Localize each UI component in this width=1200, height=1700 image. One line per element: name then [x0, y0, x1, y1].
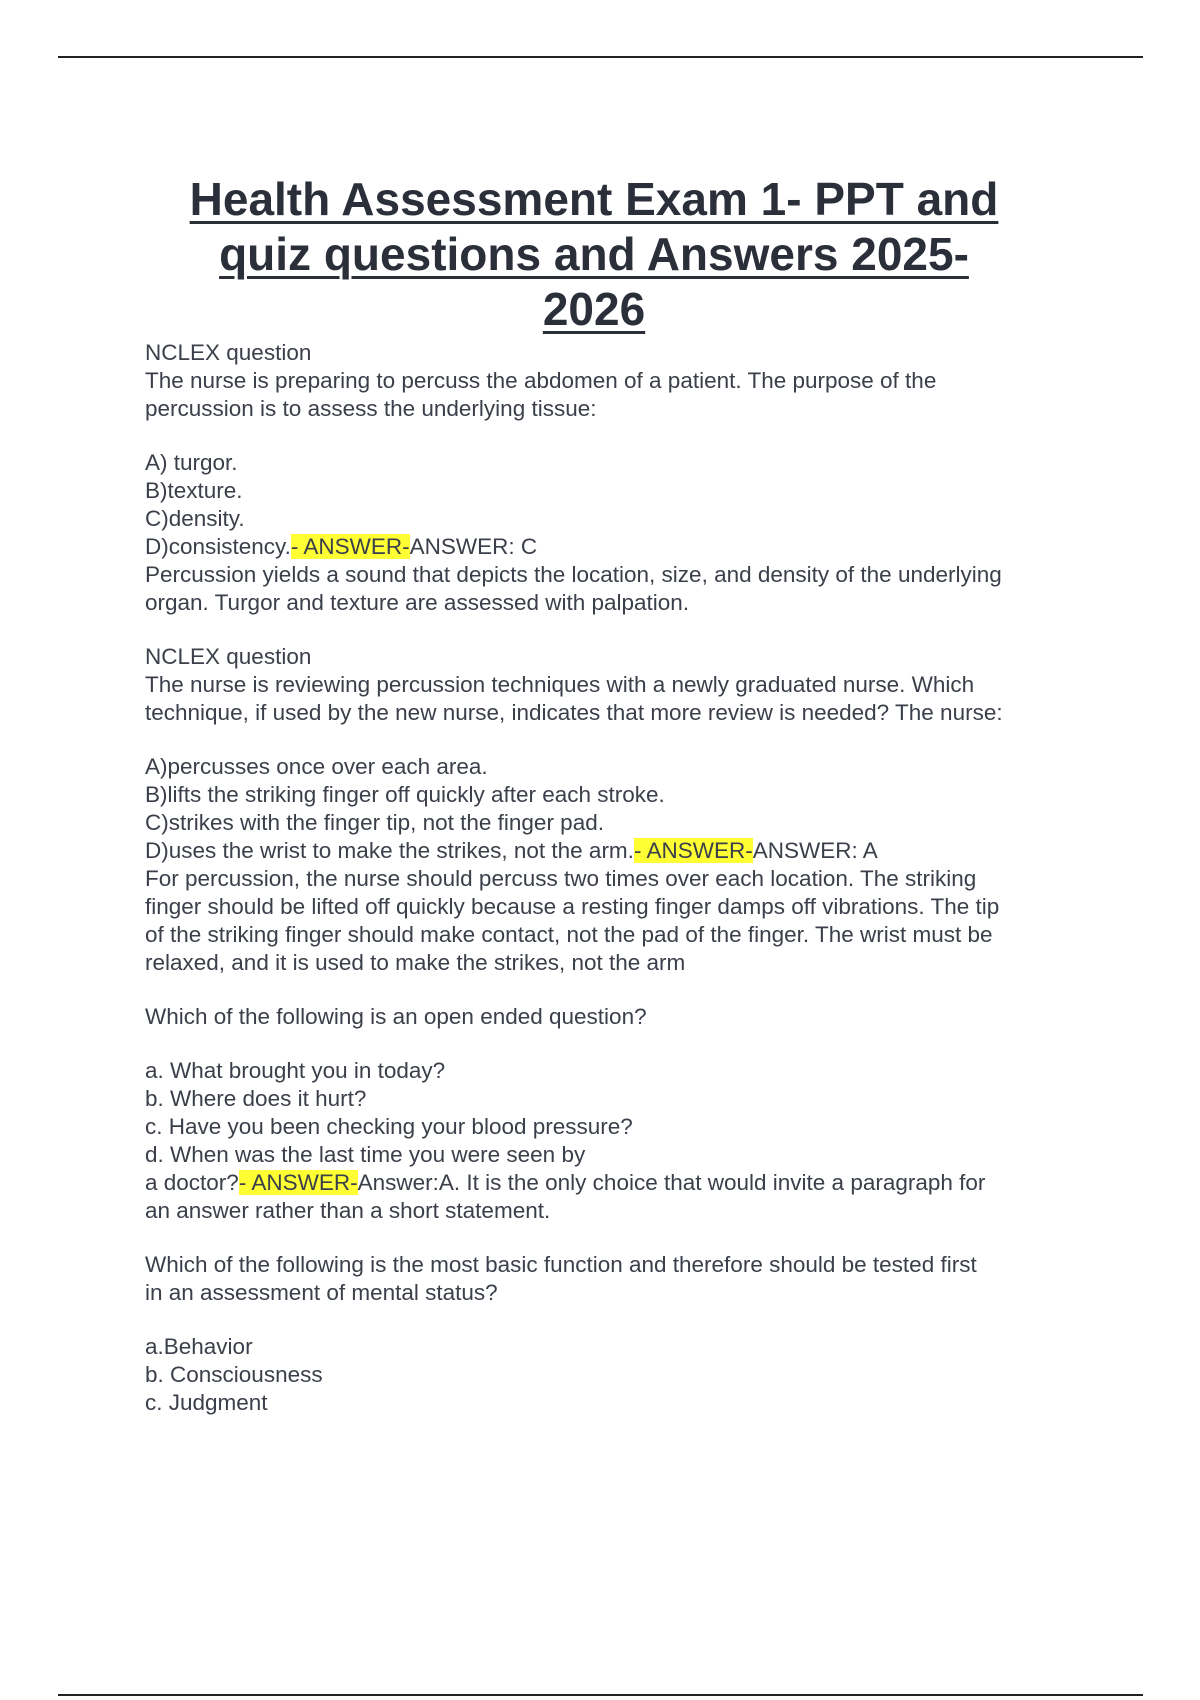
option: B)lifts the striking finger off quickly after each stroke. — [145, 782, 665, 807]
question-stem: technique, if used by the new nurse, indicates that more review is needed? The nurse: — [145, 700, 1003, 725]
option: D)uses the wrist to make the strikes, not the arm. — [145, 838, 634, 863]
question-block — [145, 643, 1085, 977]
answer-marker-highlight: - ANSWER- — [238, 1170, 358, 1195]
question-label: NCLEX question — [145, 340, 312, 365]
question-stem: Which of the following is the most basic function and therefore should be tested first — [145, 1252, 977, 1277]
option: A)percusses once over each area. — [145, 754, 488, 779]
answer-text: Answer:A. It is the only choice that would invite a paragraph for — [357, 1170, 986, 1195]
question-stem: Which of the following is an open ended question? — [145, 1004, 647, 1029]
option: A) turgor. — [145, 450, 238, 475]
option: c. Have you been checking your blood pressure? — [145, 1114, 633, 1139]
explanation: organ. Turgor and texture are assessed with palpation. — [145, 590, 690, 615]
option: C)strikes with the finger tip, not the finger pad. — [145, 810, 604, 835]
explanation: For percussion, the nurse should percuss two times over each location. The striking — [145, 866, 977, 891]
question-label: NCLEX question — [145, 644, 312, 669]
title-line: quiz questions and Answers 2025- — [219, 228, 969, 280]
bottom-rule — [58, 1694, 1143, 1696]
answer-text: ANSWER: A — [752, 838, 878, 863]
explanation: of the striking finger should make contact, not the pad of the finger. The wrist must be — [145, 922, 993, 947]
explanation: an answer rather than a short statement. — [145, 1198, 551, 1223]
document-body — [145, 339, 1085, 1417]
answer-marker-highlight: - ANSWER- — [290, 534, 410, 559]
title-line: Health Assessment Exam 1- PPT and — [189, 173, 999, 225]
option: a. What brought you in today? — [145, 1058, 446, 1083]
option: b. Where does it hurt? — [145, 1086, 367, 1111]
option: a.Behavior — [145, 1334, 253, 1359]
question-block — [145, 1251, 1085, 1417]
question-stem: The nurse is preparing to percuss the abdomen of a patient. The purpose of the — [145, 368, 937, 393]
title-line: 2026 — [542, 283, 646, 335]
option: a doctor? — [145, 1170, 239, 1195]
option: C)density. — [145, 506, 245, 531]
question-stem: in an assessment of mental status? — [145, 1280, 498, 1305]
answer-line — [145, 533, 1085, 561]
option: B)texture. — [145, 478, 243, 503]
option: D)consistency. — [145, 534, 291, 559]
question-stem: The nurse is reviewing percussion techniques with a newly graduated nurse. Which — [145, 672, 975, 697]
explanation: Percussion yields a sound that depicts the location, size, and density of the underlying — [145, 562, 1002, 587]
question-block — [145, 1003, 1085, 1225]
answer-marker-highlight: - ANSWER- — [633, 838, 753, 863]
question-block — [145, 339, 1085, 617]
question-stem: percussion is to assess the underlying tissue: — [145, 396, 597, 421]
option: d. When was the last time you were seen by — [145, 1142, 586, 1167]
option: b. Consciousness — [145, 1362, 323, 1387]
explanation: finger should be lifted off quickly because a resting finger damps off vibrations. The tip — [145, 894, 1000, 919]
explanation: relaxed, and it is used to make the strikes, not the arm — [145, 950, 686, 975]
answer-text: ANSWER: C — [409, 534, 538, 559]
page-title — [0, 172, 1188, 337]
top-rule — [58, 56, 1143, 58]
answer-line — [145, 1169, 1085, 1197]
option: c. Judgment — [145, 1390, 268, 1415]
answer-line — [145, 837, 1085, 865]
